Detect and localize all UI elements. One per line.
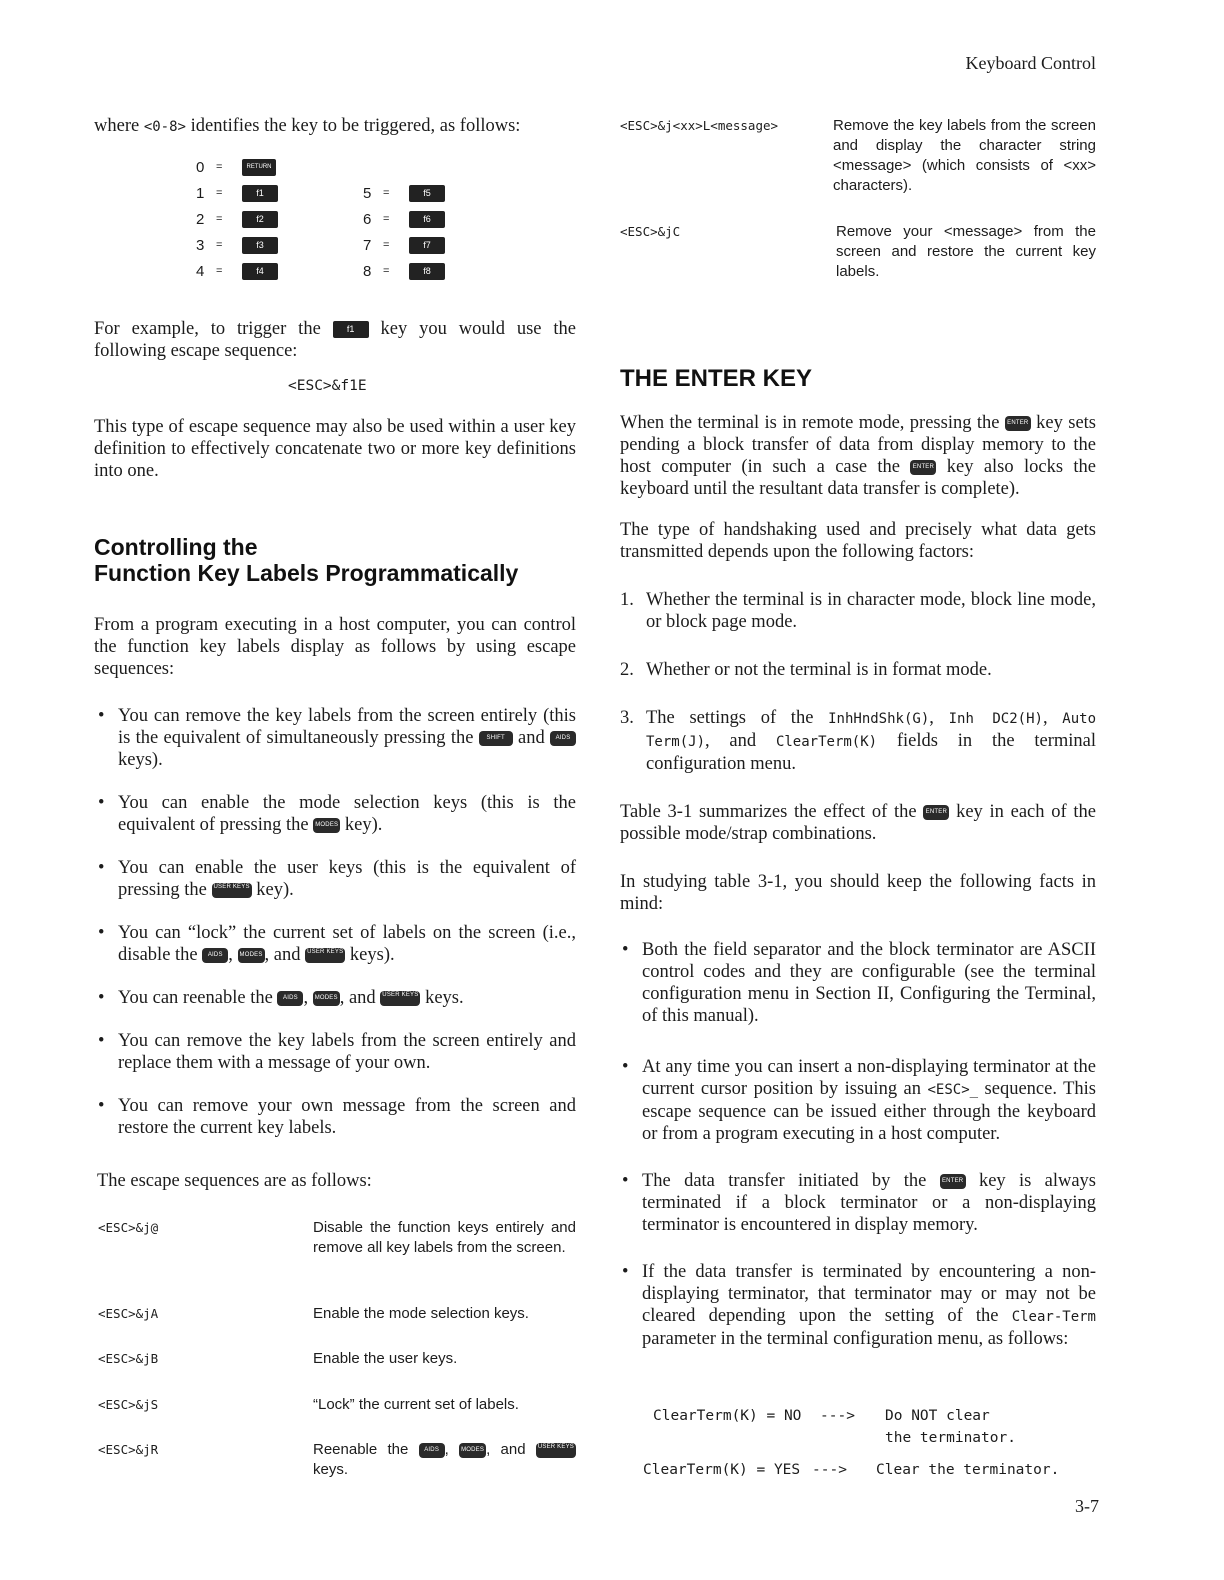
- key-map-row: 1 = f1: [196, 183, 278, 203]
- key-map-row: 7 = f7: [363, 235, 445, 255]
- clearterm-no-code: ClearTerm(K) = NO: [653, 1408, 802, 1424]
- list-item: • The data transfer initiated by the ENTER key is always terminated if a block terminator or a non-displaying terminator is encountered in display memory.: [620, 1170, 1096, 1236]
- escape-code: <ESC>&jC: [620, 224, 681, 239]
- facts-list: [620, 939, 1096, 1371]
- f6-key-icon: f6: [409, 211, 445, 228]
- list-item: 3. The settings of the InhHndShk(G), Inh DC2(H), Auto Term(J), and ClearTerm(K) fields in the terminal configuration menu.: [620, 708, 1097, 774]
- modes-key-icon: MODES: [313, 818, 340, 833]
- key-map-row: 0 = RETURN: [196, 157, 276, 177]
- enter-key-icon: ENTER: [1005, 416, 1031, 431]
- aids-key-icon: AIDS: [202, 948, 228, 963]
- user-keys-icon: USER KEYS: [212, 883, 252, 898]
- list-item: • You can enable the user keys (this is the equivalent of pressing the USER KEYS key).: [96, 857, 576, 901]
- intro-line: where <0-8> identifies the key to be triggered, as follows:: [94, 116, 521, 136]
- escape-code: <ESC>&jA: [98, 1306, 159, 1321]
- escape-code: <ESC>&j<xx>L<message>: [620, 118, 779, 133]
- key-map: [196, 157, 466, 287]
- list-item: 2. Whether or not the terminal is in format mode.: [620, 660, 992, 680]
- modes-key-icon: MODES: [238, 948, 265, 963]
- list-item: • You can remove the key labels from the screen entirely (this is the equivalent of simultaneously pressing the SHIFT and AIDS keys).: [96, 705, 576, 771]
- user-keys-icon: USER KEYS: [380, 991, 420, 1006]
- clearterm-yes-code: ClearTerm(K) = YES: [643, 1462, 801, 1478]
- escape-desc: “Lock” the current set of labels.: [313, 1396, 519, 1413]
- example-paragraph: For example, to trigger the f1 key you would use the following escape sequence:: [94, 319, 576, 361]
- clearterm-no-arrow: --->: [820, 1408, 855, 1424]
- example-code: <ESC>&f1E: [288, 378, 367, 394]
- f2-key-icon: f2: [242, 211, 278, 228]
- user-keys-icon: USER KEYS: [305, 948, 345, 963]
- study-paragraph: In studying table 3-1, you should keep the following facts in mind:: [620, 872, 1096, 914]
- shift-key-icon: SHIFT: [479, 731, 513, 746]
- list-item: • You can “lock” the current set of labels on the screen (i.e., disable the AIDS , MODES , and USER KEYS keys).: [96, 922, 576, 966]
- aids-key-icon: AIDS: [419, 1443, 445, 1458]
- key-map-row: 6 = f6: [363, 209, 445, 229]
- list-item: • If the data transfer is terminated by encountering a non-displaying terminator, that terminator may or may not be cleared depending upon the setting of the Clear-Term parameter in the terminal configuration menu, as follows:: [620, 1261, 1096, 1350]
- escape-code: <ESC>&jR: [98, 1442, 159, 1457]
- table-summary-paragraph: Table 3-1 summarizes the effect of the ENTER key in each of the possible mode/strap combinations.: [620, 802, 1096, 844]
- f1-key-icon: f1: [242, 185, 278, 202]
- escape-intro: The escape sequences are as follows:: [97, 1171, 372, 1191]
- section-title: Controlling the Function Key Labels Programmatically: [94, 534, 519, 586]
- list-item: • Both the field separator and the block terminator are ASCII control codes and they are configurable (see the terminal configuration menu in Section II, Configuring the Terminal, of this manual).: [620, 939, 1096, 1027]
- modes-key-icon: MODES: [459, 1443, 486, 1458]
- handshake-paragraph: The type of handshaking used and precisely what data gets transmitted depends upon the following factors:: [620, 520, 1096, 562]
- key-map-row: 3 = f3: [196, 235, 278, 255]
- clearterm-yes-arrow: --->: [812, 1462, 847, 1478]
- capabilities-list: [96, 705, 576, 1160]
- aids-key-icon: AIDS: [277, 991, 303, 1006]
- key-map-row: 2 = f2: [196, 209, 278, 229]
- escape-desc: Enable the user keys.: [313, 1350, 458, 1367]
- enter-key-icon: ENTER: [940, 1174, 966, 1189]
- escape-code: <ESC>&j@: [98, 1220, 159, 1235]
- escape-desc: Remove the key labels from the screen and display the character string <message> (which consists of <xx> characters).: [833, 117, 1096, 194]
- escape-desc: Reenable the AIDS , MODES , and USER KEYS keys.: [313, 1441, 574, 1478]
- list-item: 1. Whether the terminal is in character mode, block line mode, or block page mode.: [620, 590, 1096, 632]
- escape-code: <ESC>&jB: [98, 1351, 159, 1366]
- section-intro: From a program executing in a host computer, you can control the function key labels display as follows by using escape sequences:: [94, 615, 576, 679]
- escape-desc: Disable the function keys entirely and remove all key labels from the screen.: [313, 1219, 576, 1256]
- enter-paragraph: When the terminal is in remote mode, pressing the ENTER key sets pending a block transfer of data from display memory to the host computer (in such a case the ENTER key also locks the keyboard until the resultant data transfer is complete).: [620, 413, 1096, 499]
- clearterm-yes-result: Clear the terminator.: [876, 1462, 1060, 1478]
- modes-key-icon: MODES: [313, 991, 340, 1006]
- list-item: • You can reenable the AIDS , MODES , and USER KEYS keys.: [96, 987, 576, 1009]
- enter-key-icon: ENTER: [923, 805, 949, 820]
- f4-key-icon: f4: [242, 263, 278, 280]
- key-map-row: 4 = f4: [196, 261, 278, 281]
- f3-key-icon: f3: [242, 237, 278, 254]
- f8-key-icon: f8: [409, 263, 445, 280]
- concat-paragraph: This type of escape sequence may also be used within a user key definition to effectively concatenate two or more key definitions into one.: [94, 417, 576, 481]
- escape-desc: Remove your <message> from the screen and restore the current key labels.: [836, 223, 1096, 280]
- factors-list: [620, 589, 1096, 801]
- running-header: Keyboard Control: [965, 53, 1096, 73]
- list-item: • You can remove your own message from the screen and restore the current key labels.: [96, 1095, 576, 1139]
- enter-key-title: THE ENTER KEY: [620, 365, 813, 392]
- clearterm-no-result: Do NOT clear the terminator.: [885, 1408, 1016, 1446]
- f7-key-icon: f7: [409, 237, 445, 254]
- f5-key-icon: f5: [409, 185, 445, 202]
- escape-desc: Enable the mode selection keys.: [313, 1305, 529, 1322]
- return-key-icon: RETURN: [242, 159, 276, 176]
- list-item: • At any time you can insert a non-displaying terminator at the current cursor position by issuing an <ESC>_ sequence. This escape sequence can be issued either through the keyboard or from a program executing in a host computer.: [620, 1056, 1096, 1145]
- list-item: • You can enable the mode selection keys (this is the equivalent of pressing the MODES key).: [96, 792, 576, 836]
- f1-key-icon: f1: [333, 321, 369, 338]
- escape-code: <ESC>&jS: [98, 1397, 159, 1412]
- key-map-row: 8 = f8: [363, 261, 445, 281]
- page-number: 3-7: [1075, 1496, 1099, 1516]
- list-item: • You can remove the key labels from the screen entirely and replace them with a message of your own.: [96, 1030, 576, 1074]
- key-map-row: 5 = f5: [363, 183, 445, 203]
- enter-key-icon: ENTER: [910, 460, 936, 475]
- aids-key-icon: AIDS: [550, 731, 576, 746]
- user-keys-icon: USER KEYS: [536, 1443, 576, 1458]
